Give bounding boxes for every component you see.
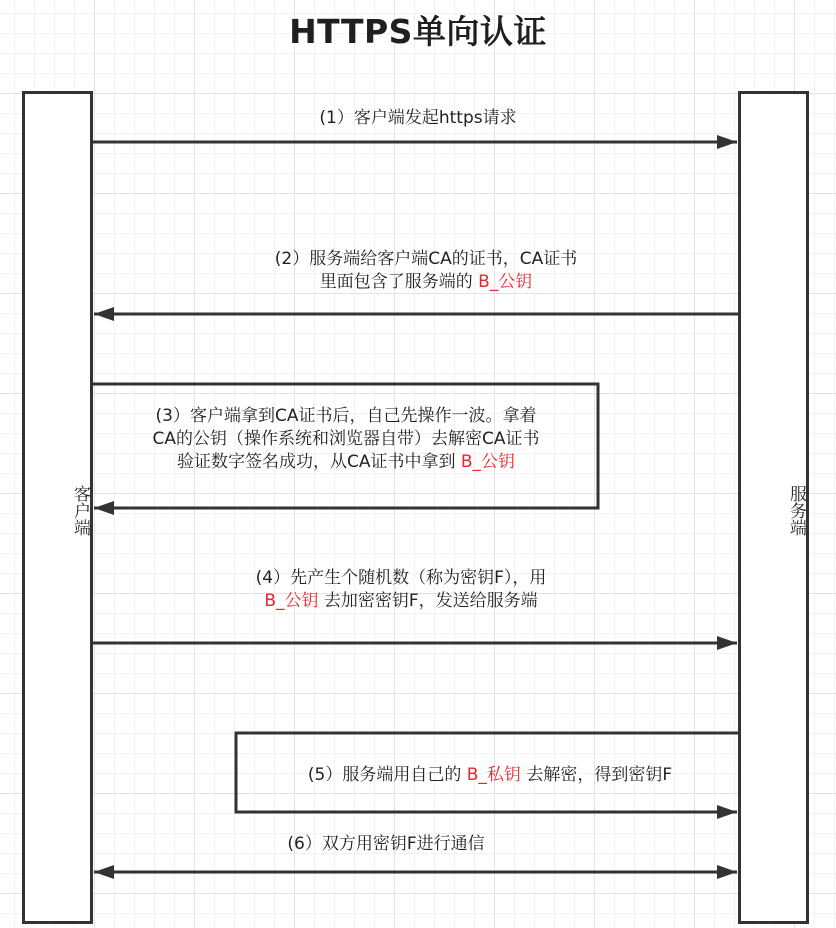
step-5-text-suffix: 去解密，得到密钥F <box>520 765 673 785</box>
step-5-text-prefix: (5）服务端用自己的 <box>307 765 467 785</box>
step-2-line-2 <box>240 271 612 294</box>
step-4-line-2 <box>214 590 588 613</box>
step-5-key-highlight: B_私钥 <box>466 765 521 785</box>
step-2-line-2-text: 里面包含了服务端的 <box>319 272 479 292</box>
step-3-label <box>108 405 584 474</box>
step-3-line-3 <box>108 451 584 474</box>
step-6-text: (6）双方用密钥F进行通信 <box>287 834 485 854</box>
step-6-label <box>266 833 506 856</box>
step-5-label <box>258 764 722 787</box>
step-1-label <box>298 107 538 130</box>
step-4-label <box>214 567 588 613</box>
step-3-line-3-text: 验证数字签名成功，从CA证书中拿到 <box>176 452 461 472</box>
step-1-text: (1）客户端发起https请求 <box>319 108 517 128</box>
step-4-line-1: (4）先产生个随机数（称为密钥F），用 <box>255 568 547 588</box>
client-label: 客户端 <box>70 484 90 536</box>
step-3-key-highlight: B_公钥 <box>460 452 516 472</box>
step-2-line-1: (2）服务端给客户端CA的证书，CA证书 <box>274 249 578 269</box>
page-title: HTTPS单向认证 <box>289 12 547 51</box>
step-2-key-highlight: B_公钥 <box>478 272 533 292</box>
step-3-line-1: (3）客户端拿到CA证书后，自己先操作一波。拿着 <box>155 406 537 426</box>
step-2-label <box>240 248 612 294</box>
server-label: 服务端 <box>786 484 806 536</box>
step-4-line-2-text: 去加密密钥F，发送给服务端 <box>318 591 538 611</box>
step-4-key-highlight: B_公钥 <box>264 591 319 611</box>
step-3-line-2: CA的公钥（操作系统和浏览器自带）去解密CA证书 <box>152 429 540 449</box>
